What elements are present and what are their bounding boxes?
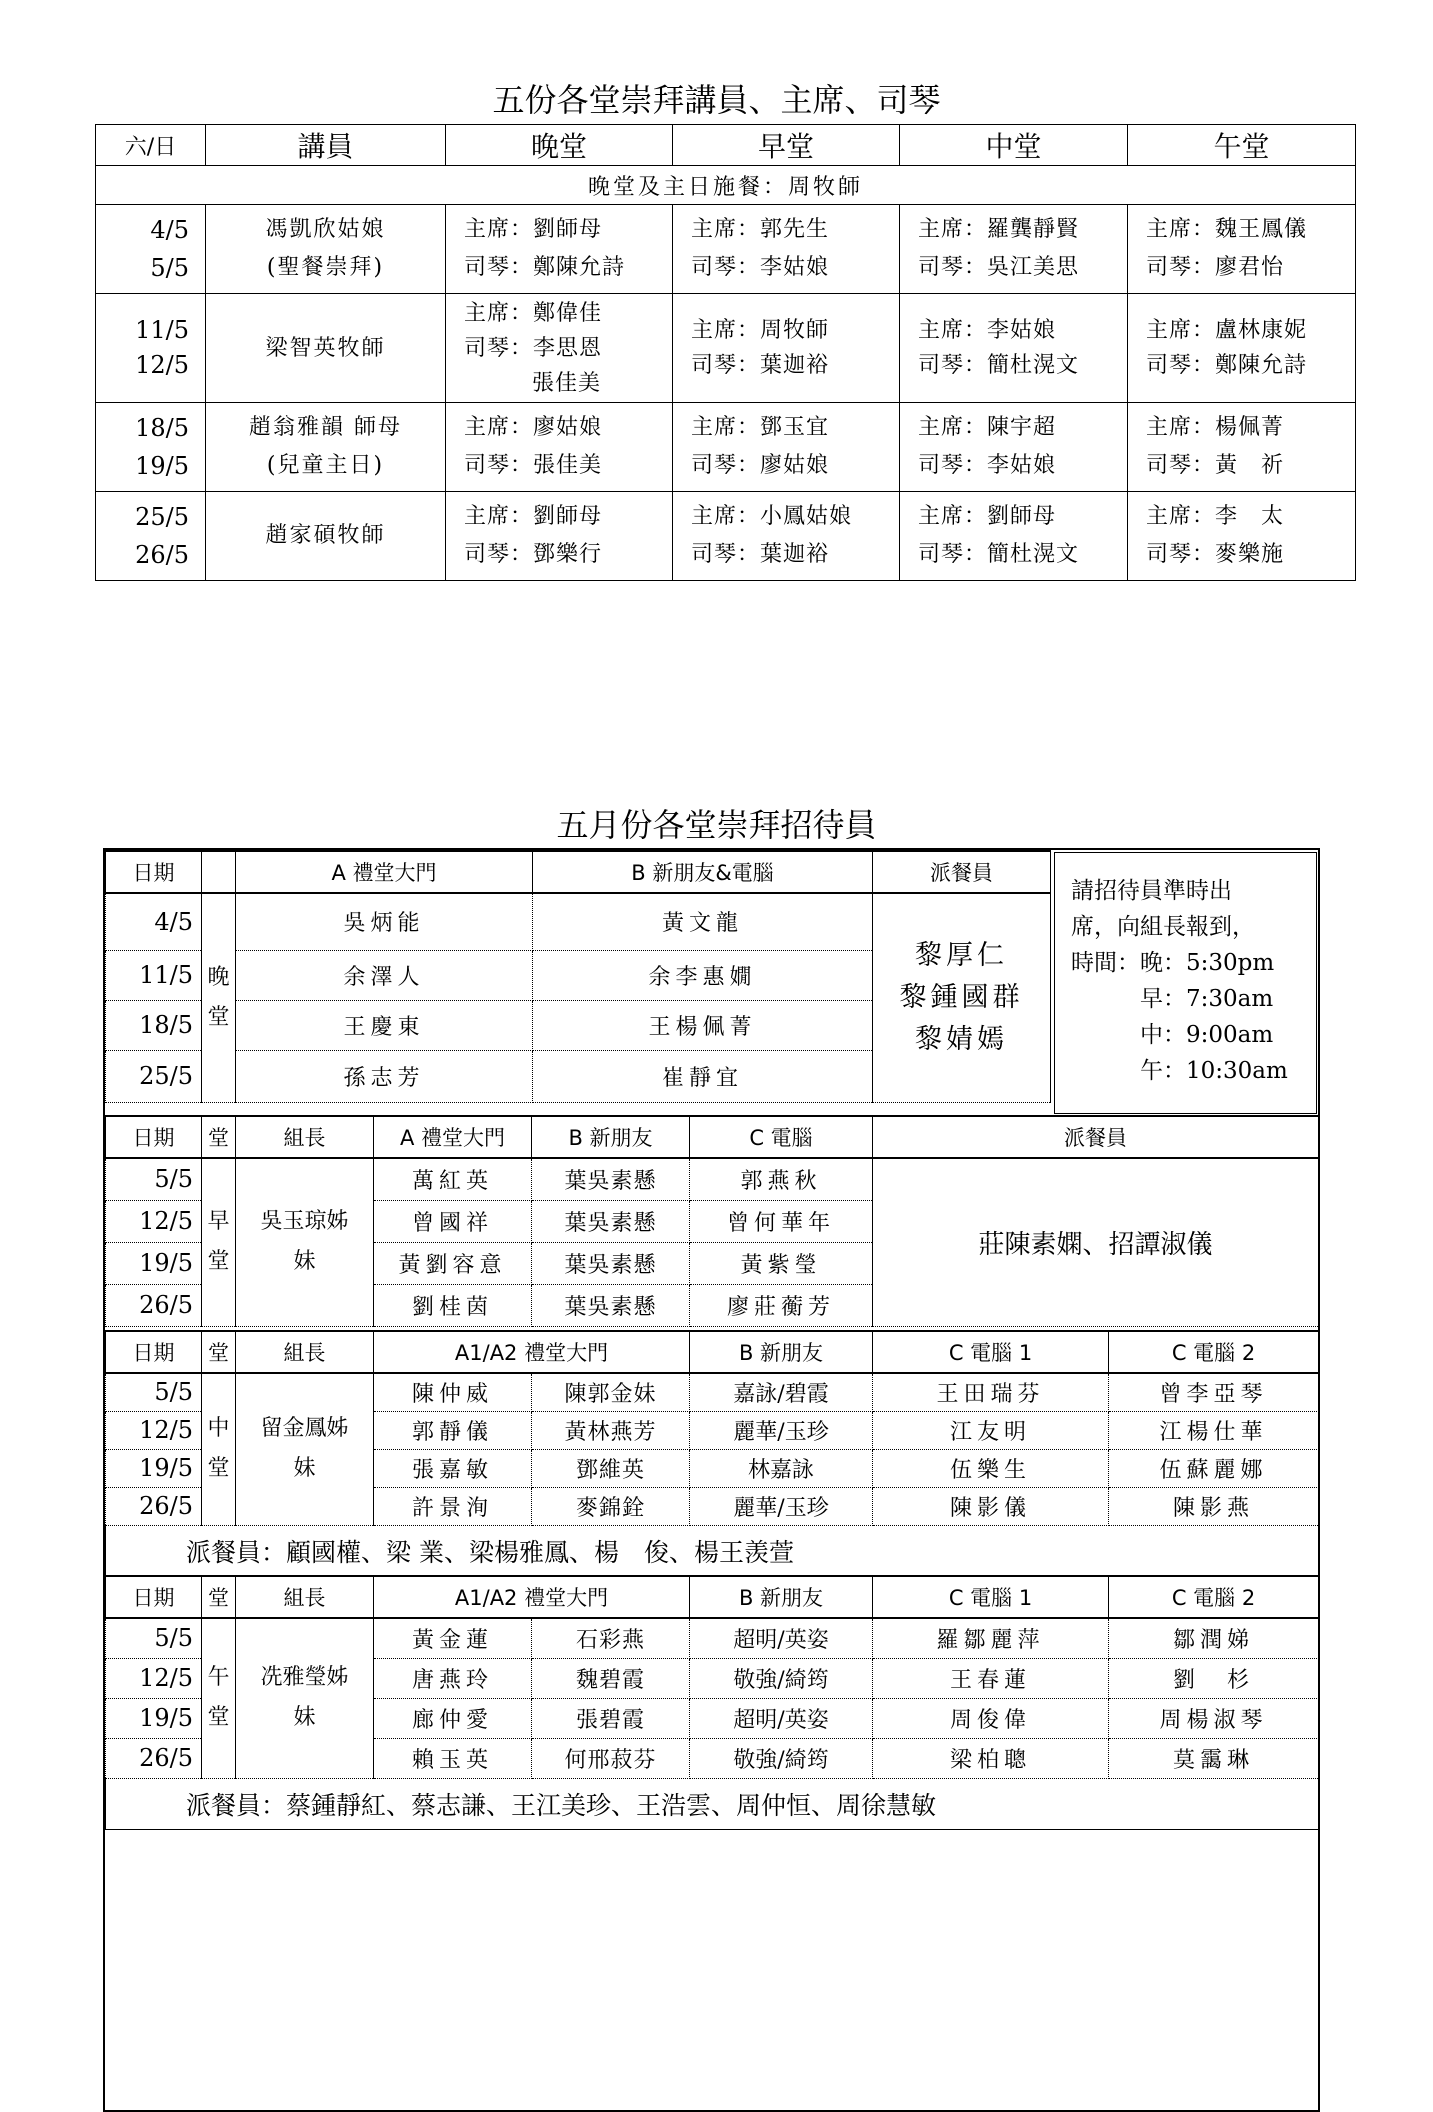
zhong-cell: 主席：羅龔靜賢 司琴：吳江美思	[900, 205, 1128, 294]
zhong-cell: 主席：李姑娘 司琴：簡杜滉文	[900, 294, 1128, 403]
usher-a2: 鄧維英	[532, 1449, 690, 1487]
header-tang: 堂	[202, 1331, 236, 1373]
wan-cell: 主席：廖姑娘 司琴：張佳美	[446, 403, 673, 492]
speaker-cell: 趙翁雅韻 師母 (兒童主日)	[206, 403, 446, 492]
date-cell: 26/5	[106, 1487, 202, 1525]
usher-b: 超明/英姿	[690, 1618, 873, 1658]
usher-a: 余澤人	[236, 950, 533, 1000]
header-b: B 新朋友	[690, 1331, 873, 1373]
usher-a1: 郭靜儀	[374, 1411, 532, 1449]
table-row	[96, 205, 1356, 294]
usher-a1: 許景洵	[374, 1487, 532, 1525]
date-cell: 25/5	[106, 1050, 202, 1102]
ushers-outer-frame	[103, 848, 1320, 2112]
usher-c2: 周楊淑琴	[1109, 1698, 1319, 1738]
wu-cell: 主席：盧林康妮 司琴：鄭陳允詩	[1128, 294, 1356, 403]
usher-c1: 王田瑞芬	[873, 1373, 1109, 1411]
header-date: 日期	[106, 1116, 202, 1158]
header-leader: 組長	[236, 1331, 374, 1373]
usher-c1: 王春蓮	[873, 1658, 1109, 1698]
usher-a1: 賴玉英	[374, 1738, 532, 1778]
usher-b: 嘉詠/碧霞	[690, 1373, 873, 1411]
note-row	[96, 166, 1356, 205]
usher-c2: 劉 杉	[1109, 1658, 1319, 1698]
usher-b: 葉吳素懸	[532, 1242, 690, 1284]
date-cell: 25/5 26/5	[96, 492, 206, 581]
header-zao: 早堂	[673, 125, 900, 166]
header-c1: C 電腦 1	[873, 1331, 1109, 1373]
meal-cell: 莊陳素嫻、招譚淑儀	[873, 1158, 1319, 1326]
header-a: A1/A2 禮堂大門	[374, 1331, 690, 1373]
tang-cell: 晚堂	[202, 893, 236, 1102]
header-b: B 新朋友	[690, 1576, 873, 1618]
usher-a2: 陳郭金妹	[532, 1373, 690, 1411]
usher-a1: 黃金蓮	[374, 1618, 532, 1658]
date-cell: 5/5	[106, 1618, 202, 1658]
usher-b: 余李惠嫺	[533, 950, 873, 1000]
usher-c2: 曾李亞琴	[1109, 1373, 1319, 1411]
usher-b: 崔靜宜	[533, 1050, 873, 1102]
leader-cell: 冼雅瑩姊妹	[236, 1618, 374, 1778]
usher-c: 廖莊蘅芳	[690, 1284, 873, 1326]
header-row	[96, 125, 1356, 166]
meal-cell: 黎厚仁 黎鍾國群 黎婧嫣	[873, 893, 1051, 1102]
zao-cell: 主席：郭先生 司琴：李姑娘	[673, 205, 900, 294]
date-cell: 19/5	[106, 1242, 202, 1284]
wan-cell: 主席：鄭偉佳 司琴：李思恩 張佳美	[446, 294, 673, 403]
header-a: A 禮堂大門	[236, 851, 533, 893]
wu-cell: 主席：楊佩菁 司琴：黃 祈	[1128, 403, 1356, 492]
date-cell: 5/5	[106, 1158, 202, 1200]
usher-c2: 陳影燕	[1109, 1487, 1319, 1525]
date-cell: 4/5	[106, 893, 202, 950]
date-cell: 19/5	[106, 1449, 202, 1487]
usher-c1: 伍樂生	[873, 1449, 1109, 1487]
usher-a: 曾國祥	[374, 1200, 532, 1242]
usher-a1: 唐燕玲	[374, 1658, 532, 1698]
usher-c1: 江友明	[873, 1411, 1109, 1449]
header-tang: 堂	[202, 1116, 236, 1158]
header-b: B 新朋友	[532, 1116, 690, 1158]
usher-b: 超明/英姿	[690, 1698, 873, 1738]
header-zhong: 中堂	[900, 125, 1128, 166]
usher-c: 郭燕秋	[690, 1158, 873, 1200]
tang-cell: 中堂	[202, 1373, 236, 1525]
header-date: 日期	[106, 1576, 202, 1618]
header-meal: 派餐員	[873, 1116, 1319, 1158]
usher-a: 劉桂茵	[374, 1284, 532, 1326]
date-cell: 18/5 19/5	[96, 403, 206, 492]
date-cell: 19/5	[106, 1698, 202, 1738]
zhong-cell: 主席：陳宇超 司琴：李姑娘	[900, 403, 1128, 492]
header-wu: 午堂	[1128, 125, 1356, 166]
usher-c: 曾何華年	[690, 1200, 873, 1242]
table-row	[96, 294, 1356, 403]
header-a: A 禮堂大門	[374, 1116, 532, 1158]
usher-c: 黃紫瑩	[690, 1242, 873, 1284]
usher-a1: 陳仲威	[374, 1373, 532, 1411]
usher-a: 黃劉容意	[374, 1242, 532, 1284]
usher-c1: 梁柏聰	[873, 1738, 1109, 1778]
speaker-cell: 馮凱欣姑娘 (聖餐崇拜)	[206, 205, 446, 294]
date-cell: 18/5	[106, 1000, 202, 1050]
header-date: 日期	[106, 851, 202, 893]
header-speaker: 講員	[206, 125, 446, 166]
usher-b: 葉吳素懸	[532, 1200, 690, 1242]
usher-a2: 張碧霞	[532, 1698, 690, 1738]
usher-a2: 黃林燕芳	[532, 1411, 690, 1449]
meal-note: 晚堂及主日施餐：周牧師	[96, 166, 1356, 205]
header-wan: 晚堂	[446, 125, 673, 166]
wan-cell: 主席：劉師母 司琴：鄭陳允詩	[446, 205, 673, 294]
date-cell: 11/5	[106, 950, 202, 1000]
section1-title: 五份各堂崇拜講員、主席、司琴	[492, 81, 941, 119]
zao-cell: 主席：周牧師 司琴：葉迦裕	[673, 294, 900, 403]
header-date: 日期	[106, 1331, 202, 1373]
table-row	[96, 403, 1356, 492]
header-tang: 堂	[202, 1576, 236, 1618]
zhong-cell: 主席：劉師母 司琴：簡杜滉文	[900, 492, 1128, 581]
usher-b: 麗華/玉珍	[690, 1411, 873, 1449]
leader-cell: 留金鳳姊妹	[236, 1373, 374, 1525]
usher-c2: 莫靄琳	[1109, 1738, 1319, 1778]
usher-a2: 何邢菽芬	[532, 1738, 690, 1778]
header-date: 六/日	[96, 125, 206, 166]
usher-b: 敬強/綺筠	[690, 1738, 873, 1778]
usher-a: 孫志芳	[236, 1050, 533, 1102]
usher-b: 麗華/玉珍	[690, 1487, 873, 1525]
zao-cell: 主席：小鳳姑娘 司琴：葉迦裕	[673, 492, 900, 581]
header-b: B 新朋友&電腦	[533, 851, 873, 893]
header-leader: 組長	[236, 1576, 374, 1618]
usher-c2: 鄒潤娣	[1109, 1618, 1319, 1658]
usher-b: 王楊佩菁	[533, 1000, 873, 1050]
usher-c1: 周俊偉	[873, 1698, 1109, 1738]
date-cell: 12/5	[106, 1411, 202, 1449]
date-cell: 26/5	[106, 1738, 202, 1778]
leader-cell: 吳玉琼姊妹	[236, 1158, 374, 1326]
date-cell: 26/5	[106, 1284, 202, 1326]
section2-title: 五月份各堂崇拜招待員	[556, 806, 877, 844]
date-cell: 12/5	[106, 1658, 202, 1698]
header-meal: 派餐員	[873, 851, 1051, 893]
meal-cell: 派餐員：蔡鍾靜紅、蔡志謙、王江美珍、王浩雲、周仲恒、周徐慧敏	[106, 1778, 1319, 1829]
date-cell: 12/5	[106, 1200, 202, 1242]
wu-cell: 主席：魏王鳳儀 司琴：廖君怡	[1128, 205, 1356, 294]
usher-c1: 陳影儀	[873, 1487, 1109, 1525]
header-a: A1/A2 禮堂大門	[374, 1576, 690, 1618]
usher-b: 葉吳素懸	[532, 1158, 690, 1200]
wu-cell: 主席：李 太 司琴：麥樂施	[1128, 492, 1356, 581]
usher-b: 葉吳素懸	[532, 1284, 690, 1326]
tang-cell: 午堂	[202, 1618, 236, 1778]
date-cell: 4/5 5/5	[96, 205, 206, 294]
usher-a2: 石彩燕	[532, 1618, 690, 1658]
speaker-cell: 趙家碩牧師	[206, 492, 446, 581]
usher-a: 萬紅英	[374, 1158, 532, 1200]
usher-c1: 羅鄒麗萍	[873, 1618, 1109, 1658]
usher-c2: 江楊仕華	[1109, 1411, 1319, 1449]
tang-cell: 早堂	[202, 1158, 236, 1326]
usher-a: 吳炳能	[236, 893, 533, 950]
header-leader: 組長	[236, 1116, 374, 1158]
usher-a: 王慶東	[236, 1000, 533, 1050]
usher-c2: 伍蘇麗娜	[1109, 1449, 1319, 1487]
table-row	[96, 492, 1356, 581]
header-c2: C 電腦 2	[1109, 1331, 1319, 1373]
wan-cell: 主席：劉師母 司琴：鄧樂行	[446, 492, 673, 581]
usher-a1: 張嘉敏	[374, 1449, 532, 1487]
usher-note: 請招待員準時出 席，向組長報到， 時間：晚：5:30pm 早：7:30am 中：9:00am 午：10:30am	[1054, 852, 1317, 1114]
usher-a2: 魏碧霞	[532, 1658, 690, 1698]
header-c2: C 電腦 2	[1109, 1576, 1319, 1618]
usher-a2: 麥錦銓	[532, 1487, 690, 1525]
usher-b: 敬強/綺筠	[690, 1658, 873, 1698]
speaker-schedule-table	[95, 124, 1356, 581]
date-cell: 5/5	[106, 1373, 202, 1411]
header-c1: C 電腦 1	[873, 1576, 1109, 1618]
usher-b: 黃文龍	[533, 893, 873, 950]
date-cell: 11/5 12/5	[96, 294, 206, 403]
usher-b: 林嘉詠	[690, 1449, 873, 1487]
zao-cell: 主席：鄧玉宜 司琴：廖姑娘	[673, 403, 900, 492]
meal-cell: 派餐員：顧國權、梁 業、梁楊雅鳳、楊 俊、楊王羡萱	[106, 1525, 1319, 1576]
usher-a1: 廊仲愛	[374, 1698, 532, 1738]
speaker-cell: 梁智英牧師	[206, 294, 446, 403]
header-c: C 電腦	[690, 1116, 873, 1158]
